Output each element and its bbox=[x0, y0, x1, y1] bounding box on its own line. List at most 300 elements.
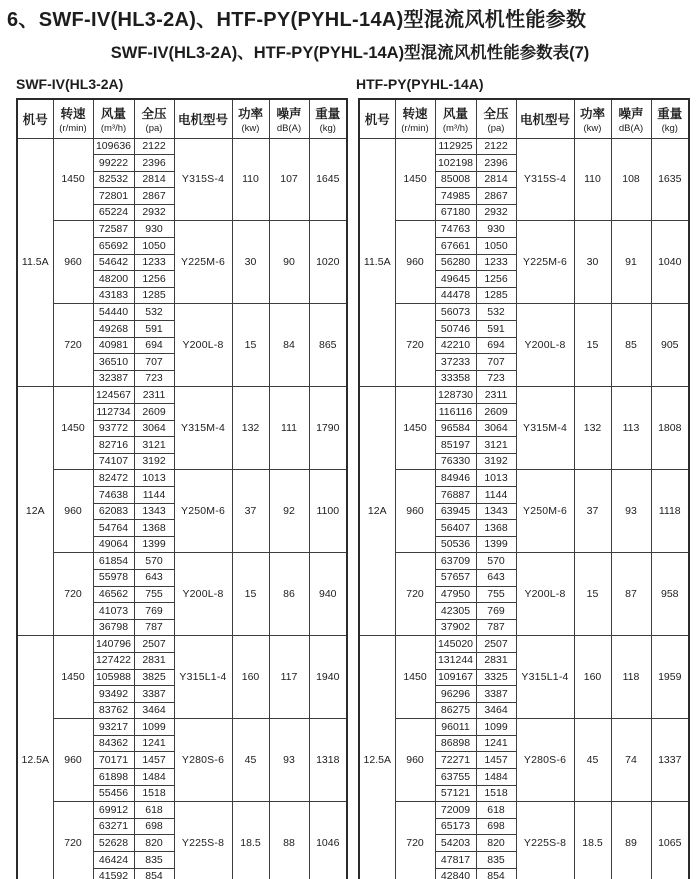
airflow-cell: 93217 bbox=[93, 719, 134, 736]
pressure-cell: 930 bbox=[476, 221, 516, 238]
pressure-cell: 3325 bbox=[476, 669, 516, 686]
motor-model-cell: Y315L1-4 bbox=[174, 636, 232, 719]
col-header-unit: (kg) bbox=[661, 122, 678, 134]
pressure-cell: 1233 bbox=[134, 254, 174, 271]
table-row bbox=[359, 719, 689, 736]
airflow-cell: 109636 bbox=[93, 138, 134, 155]
pressure-cell: 2507 bbox=[134, 636, 174, 653]
pressure-cell: 3387 bbox=[134, 686, 174, 703]
airflow-cell: 131244 bbox=[435, 652, 476, 669]
page-subtitle: SWF-IV(HL3-2A)、HTF-PY(PYHL-14A)型混流风机性能参数表(7) bbox=[110, 44, 590, 62]
airflow-cell: 140796 bbox=[93, 636, 134, 653]
table-row bbox=[359, 387, 689, 404]
col-header-label: 噪声 bbox=[618, 106, 644, 121]
weight-cell: 1645 bbox=[309, 138, 347, 221]
col-header-unit: (r/min) bbox=[59, 122, 87, 134]
col-header-label: 电机型号 bbox=[519, 112, 570, 127]
airflow-cell: 96584 bbox=[435, 420, 476, 437]
motor-model-cell: Y250M-6 bbox=[516, 470, 574, 553]
col-header-speed bbox=[395, 99, 435, 138]
airflow-cell: 84362 bbox=[93, 735, 134, 752]
power-cell: 15 bbox=[232, 304, 269, 387]
noise-cell: 117 bbox=[269, 636, 309, 719]
pressure-cell: 2867 bbox=[134, 188, 174, 205]
htf-table-caption: HTF-PY(PYHL-14A) bbox=[356, 76, 484, 92]
speed-cell: 1450 bbox=[53, 138, 93, 221]
pressure-cell: 1144 bbox=[476, 486, 516, 503]
col-header-airflow bbox=[435, 99, 476, 138]
airflow-cell: 74985 bbox=[435, 188, 476, 205]
power-cell: 30 bbox=[574, 221, 611, 304]
airflow-cell: 86275 bbox=[435, 702, 476, 719]
motor-model-cell: Y315S-4 bbox=[516, 138, 574, 221]
motor-model-cell: Y225M-6 bbox=[174, 221, 232, 304]
pressure-cell: 532 bbox=[134, 304, 174, 321]
weight-cell: 905 bbox=[651, 304, 689, 387]
weight-cell: 1959 bbox=[651, 636, 689, 719]
pressure-cell: 1368 bbox=[134, 520, 174, 537]
weight-cell: 1065 bbox=[651, 802, 689, 879]
col-header-model-no bbox=[17, 99, 53, 138]
table-row bbox=[359, 304, 689, 321]
pressure-cell: 787 bbox=[476, 619, 516, 636]
airflow-cell: 40981 bbox=[93, 337, 134, 354]
airflow-cell: 61898 bbox=[93, 769, 134, 786]
airflow-cell: 54203 bbox=[435, 835, 476, 852]
table-header bbox=[359, 99, 689, 138]
pressure-cell: 1399 bbox=[134, 536, 174, 553]
airflow-cell: 74763 bbox=[435, 221, 476, 238]
noise-cell: 108 bbox=[611, 138, 651, 221]
airflow-cell: 36510 bbox=[93, 354, 134, 371]
speed-cell: 720 bbox=[395, 553, 435, 636]
pressure-cell: 854 bbox=[476, 868, 516, 879]
airflow-cell: 82716 bbox=[93, 437, 134, 454]
power-cell: 45 bbox=[232, 719, 269, 802]
weight-cell: 1040 bbox=[651, 221, 689, 304]
pressure-cell: 1099 bbox=[476, 719, 516, 736]
motor-model-cell: Y315M-4 bbox=[516, 387, 574, 470]
airflow-cell: 49064 bbox=[93, 536, 134, 553]
airflow-cell: 96296 bbox=[435, 686, 476, 703]
airflow-cell: 61854 bbox=[93, 553, 134, 570]
pressure-cell: 1241 bbox=[134, 735, 174, 752]
motor-model-cell: Y200L-8 bbox=[516, 304, 574, 387]
speed-cell: 960 bbox=[395, 221, 435, 304]
noise-cell: 93 bbox=[269, 719, 309, 802]
pressure-cell: 3121 bbox=[476, 437, 516, 454]
motor-model-cell: Y200L-8 bbox=[174, 553, 232, 636]
pressure-cell: 2867 bbox=[476, 188, 516, 205]
airflow-cell: 63271 bbox=[93, 818, 134, 835]
weight-cell: 1808 bbox=[651, 387, 689, 470]
col-header-unit: dB(A) bbox=[618, 122, 644, 134]
power-cell: 18.5 bbox=[574, 802, 611, 879]
motor-model-cell: Y315S-4 bbox=[174, 138, 232, 221]
airflow-cell: 52628 bbox=[93, 835, 134, 852]
col-header-unit: (m³/h) bbox=[442, 122, 469, 134]
motor-model-cell: Y225S-8 bbox=[174, 802, 232, 879]
pressure-cell: 618 bbox=[476, 802, 516, 819]
airflow-cell: 42210 bbox=[435, 337, 476, 354]
col-header-noise bbox=[611, 99, 651, 138]
noise-cell: 92 bbox=[269, 470, 309, 553]
pressure-cell: 755 bbox=[134, 586, 174, 603]
pressure-cell: 1256 bbox=[476, 271, 516, 288]
airflow-cell: 36798 bbox=[93, 619, 134, 636]
airflow-cell: 84946 bbox=[435, 470, 476, 487]
airflow-cell: 85197 bbox=[435, 437, 476, 454]
motor-model-cell: Y250M-6 bbox=[174, 470, 232, 553]
motor-model-cell: Y280S-6 bbox=[516, 719, 574, 802]
pressure-cell: 3464 bbox=[476, 702, 516, 719]
col-header-unit: (kw) bbox=[241, 122, 260, 134]
motor-model-cell: Y315L1-4 bbox=[516, 636, 574, 719]
pressure-cell: 1013 bbox=[134, 470, 174, 487]
model-no-cell: 12A bbox=[17, 387, 53, 636]
col-header-label: 功率 bbox=[579, 106, 605, 121]
airflow-cell: 48200 bbox=[93, 271, 134, 288]
airflow-cell: 105988 bbox=[93, 669, 134, 686]
airflow-cell: 67661 bbox=[435, 238, 476, 255]
pressure-cell: 2932 bbox=[134, 204, 174, 221]
airflow-cell: 32387 bbox=[93, 370, 134, 387]
col-header-unit: dB(A) bbox=[276, 122, 302, 134]
weight-cell: 1790 bbox=[309, 387, 347, 470]
airflow-cell: 54764 bbox=[93, 520, 134, 537]
table-row bbox=[359, 138, 689, 155]
model-no-cell: 12A bbox=[359, 387, 395, 636]
pressure-cell: 2609 bbox=[476, 404, 516, 421]
pressure-cell: 1013 bbox=[476, 470, 516, 487]
col-header-label: 风量 bbox=[442, 106, 468, 121]
pressure-cell: 1050 bbox=[476, 238, 516, 255]
table-row bbox=[17, 719, 347, 736]
pressure-cell: 694 bbox=[134, 337, 174, 354]
power-cell: 15 bbox=[574, 553, 611, 636]
noise-cell: 111 bbox=[269, 387, 309, 470]
airflow-cell: 93772 bbox=[93, 420, 134, 437]
pressure-cell: 3121 bbox=[134, 437, 174, 454]
col-header-model-no bbox=[359, 99, 395, 138]
col-header-label: 噪声 bbox=[276, 106, 302, 121]
noise-cell: 86 bbox=[269, 553, 309, 636]
weight-cell: 1337 bbox=[651, 719, 689, 802]
pressure-cell: 3192 bbox=[134, 453, 174, 470]
col-header-label: 功率 bbox=[237, 106, 263, 121]
col-header-motor-model bbox=[516, 99, 574, 138]
pressure-cell: 2507 bbox=[476, 636, 516, 653]
pressure-cell: 2396 bbox=[134, 155, 174, 172]
speed-cell: 1450 bbox=[395, 387, 435, 470]
pressure-cell: 3064 bbox=[134, 420, 174, 437]
pressure-cell: 835 bbox=[476, 852, 516, 869]
airflow-cell: 63709 bbox=[435, 553, 476, 570]
airflow-cell: 56073 bbox=[435, 304, 476, 321]
airflow-cell: 54642 bbox=[93, 254, 134, 271]
weight-cell: 1046 bbox=[309, 802, 347, 879]
motor-model-cell: Y315M-4 bbox=[174, 387, 232, 470]
power-cell: 132 bbox=[232, 387, 269, 470]
weight-cell: 958 bbox=[651, 553, 689, 636]
swf-table-caption: SWF-IV(HL3-2A) bbox=[16, 76, 124, 92]
weight-cell: 1635 bbox=[651, 138, 689, 221]
col-header-label: 机号 bbox=[364, 112, 390, 127]
table-row bbox=[359, 802, 689, 819]
pressure-cell: 3192 bbox=[476, 453, 516, 470]
motor-model-cell: Y200L-8 bbox=[174, 304, 232, 387]
pressure-cell: 3464 bbox=[134, 702, 174, 719]
motor-model-cell: Y280S-6 bbox=[174, 719, 232, 802]
pressure-cell: 570 bbox=[476, 553, 516, 570]
col-header-label: 重量 bbox=[657, 106, 683, 121]
pressure-cell: 694 bbox=[476, 337, 516, 354]
airflow-cell: 128730 bbox=[435, 387, 476, 404]
airflow-cell: 96011 bbox=[435, 719, 476, 736]
col-header-label: 机号 bbox=[22, 112, 48, 127]
table-row bbox=[359, 221, 689, 238]
airflow-cell: 99222 bbox=[93, 155, 134, 172]
pressure-cell: 698 bbox=[134, 818, 174, 835]
pressure-cell: 930 bbox=[134, 221, 174, 238]
weight-cell: 1020 bbox=[309, 221, 347, 304]
airflow-cell: 63945 bbox=[435, 503, 476, 520]
airflow-cell: 41073 bbox=[93, 603, 134, 620]
power-cell: 160 bbox=[574, 636, 611, 719]
col-header-pressure bbox=[476, 99, 516, 138]
pressure-cell: 1518 bbox=[134, 785, 174, 802]
speed-cell: 720 bbox=[53, 802, 93, 879]
motor-model-cell: Y200L-8 bbox=[516, 553, 574, 636]
pressure-cell: 643 bbox=[476, 569, 516, 586]
model-no-cell: 12.5A bbox=[17, 636, 53, 879]
noise-cell: 113 bbox=[611, 387, 651, 470]
pressure-cell: 1518 bbox=[476, 785, 516, 802]
pressure-cell: 707 bbox=[134, 354, 174, 371]
page-title: 6、SWF-IV(HL3-2A)、HTF-PY(PYHL-14A)型混流风机性能参数 bbox=[7, 9, 587, 31]
pressure-cell: 3825 bbox=[134, 669, 174, 686]
pressure-cell: 2122 bbox=[476, 138, 516, 155]
pressure-cell: 2122 bbox=[134, 138, 174, 155]
pressure-cell: 820 bbox=[134, 835, 174, 852]
speed-cell: 1450 bbox=[53, 636, 93, 719]
airflow-cell: 47950 bbox=[435, 586, 476, 603]
pressure-cell: 769 bbox=[134, 603, 174, 620]
airflow-cell: 82472 bbox=[93, 470, 134, 487]
airflow-cell: 37902 bbox=[435, 619, 476, 636]
table-row bbox=[17, 636, 347, 653]
col-header-weight bbox=[309, 99, 347, 138]
pressure-cell: 643 bbox=[134, 569, 174, 586]
col-header-pressure bbox=[134, 99, 174, 138]
airflow-cell: 85008 bbox=[435, 171, 476, 188]
weight-cell: 940 bbox=[309, 553, 347, 636]
col-header-power bbox=[232, 99, 269, 138]
motor-model-cell: Y225M-6 bbox=[516, 221, 574, 304]
pressure-cell: 2311 bbox=[476, 387, 516, 404]
airflow-cell: 41592 bbox=[93, 868, 134, 879]
table-row bbox=[17, 387, 347, 404]
pressure-cell: 1099 bbox=[134, 719, 174, 736]
airflow-cell: 46562 bbox=[93, 586, 134, 603]
pressure-cell: 820 bbox=[476, 835, 516, 852]
airflow-cell: 55978 bbox=[93, 569, 134, 586]
weight-cell: 1940 bbox=[309, 636, 347, 719]
speed-cell: 720 bbox=[53, 304, 93, 387]
airflow-cell: 74107 bbox=[93, 453, 134, 470]
airflow-cell: 83762 bbox=[93, 702, 134, 719]
table-row bbox=[359, 553, 689, 570]
pressure-cell: 3064 bbox=[476, 420, 516, 437]
pressure-cell: 2831 bbox=[134, 652, 174, 669]
airflow-cell: 56280 bbox=[435, 254, 476, 271]
pressure-cell: 2311 bbox=[134, 387, 174, 404]
airflow-cell: 56407 bbox=[435, 520, 476, 537]
pressure-cell: 1285 bbox=[134, 287, 174, 304]
airflow-cell: 42305 bbox=[435, 603, 476, 620]
table-row bbox=[17, 138, 347, 155]
pressure-cell: 1368 bbox=[476, 520, 516, 537]
noise-cell: 107 bbox=[269, 138, 309, 221]
power-cell: 15 bbox=[232, 553, 269, 636]
noise-cell: 118 bbox=[611, 636, 651, 719]
table-row bbox=[359, 470, 689, 487]
pressure-cell: 2609 bbox=[134, 404, 174, 421]
airflow-cell: 102198 bbox=[435, 155, 476, 172]
col-header-unit: (r/min) bbox=[401, 122, 429, 134]
pressure-cell: 570 bbox=[134, 553, 174, 570]
airflow-cell: 86898 bbox=[435, 735, 476, 752]
airflow-cell: 57657 bbox=[435, 569, 476, 586]
airflow-cell: 72271 bbox=[435, 752, 476, 769]
speed-cell: 720 bbox=[395, 304, 435, 387]
table-row bbox=[17, 304, 347, 321]
airflow-cell: 47817 bbox=[435, 852, 476, 869]
pressure-cell: 1399 bbox=[476, 536, 516, 553]
airflow-cell: 124567 bbox=[93, 387, 134, 404]
airflow-cell: 116116 bbox=[435, 404, 476, 421]
htf-performance-table bbox=[358, 98, 690, 879]
pressure-cell: 723 bbox=[134, 370, 174, 387]
speed-cell: 1450 bbox=[395, 138, 435, 221]
airflow-cell: 112734 bbox=[93, 404, 134, 421]
col-header-unit: (m³/h) bbox=[100, 122, 127, 134]
speed-cell: 720 bbox=[53, 553, 93, 636]
airflow-cell: 57121 bbox=[435, 785, 476, 802]
noise-cell: 87 bbox=[611, 553, 651, 636]
table-row bbox=[359, 636, 689, 653]
noise-cell: 85 bbox=[611, 304, 651, 387]
pressure-cell: 769 bbox=[476, 603, 516, 620]
model-no-cell: 11.5A bbox=[17, 138, 53, 387]
airflow-cell: 109167 bbox=[435, 669, 476, 686]
airflow-cell: 49645 bbox=[435, 271, 476, 288]
pressure-cell: 755 bbox=[476, 586, 516, 603]
pressure-cell: 618 bbox=[134, 802, 174, 819]
power-cell: 132 bbox=[574, 387, 611, 470]
pressure-cell: 707 bbox=[476, 354, 516, 371]
airflow-cell: 65173 bbox=[435, 818, 476, 835]
power-cell: 37 bbox=[574, 470, 611, 553]
pressure-cell: 698 bbox=[476, 818, 516, 835]
power-cell: 160 bbox=[232, 636, 269, 719]
pressure-cell: 1457 bbox=[476, 752, 516, 769]
pressure-cell: 1484 bbox=[476, 769, 516, 786]
noise-cell: 88 bbox=[269, 802, 309, 879]
airflow-cell: 33358 bbox=[435, 370, 476, 387]
pressure-cell: 1343 bbox=[476, 503, 516, 520]
airflow-cell: 69912 bbox=[93, 802, 134, 819]
pressure-cell: 1256 bbox=[134, 271, 174, 288]
airflow-cell: 62083 bbox=[93, 503, 134, 520]
speed-cell: 720 bbox=[395, 802, 435, 879]
pressure-cell: 835 bbox=[134, 852, 174, 869]
table-row bbox=[17, 802, 347, 819]
airflow-cell: 49268 bbox=[93, 321, 134, 338]
noise-cell: 90 bbox=[269, 221, 309, 304]
airflow-cell: 55456 bbox=[93, 785, 134, 802]
speed-cell: 960 bbox=[53, 470, 93, 553]
airflow-cell: 50746 bbox=[435, 321, 476, 338]
airflow-cell: 37233 bbox=[435, 354, 476, 371]
airflow-cell: 82532 bbox=[93, 171, 134, 188]
power-cell: 45 bbox=[574, 719, 611, 802]
airflow-cell: 76887 bbox=[435, 486, 476, 503]
speed-cell: 1450 bbox=[395, 636, 435, 719]
airflow-cell: 50536 bbox=[435, 536, 476, 553]
power-cell: 110 bbox=[232, 138, 269, 221]
speed-cell: 960 bbox=[53, 221, 93, 304]
pressure-cell: 1343 bbox=[134, 503, 174, 520]
airflow-cell: 42840 bbox=[435, 868, 476, 879]
table-row bbox=[17, 553, 347, 570]
model-no-cell: 11.5A bbox=[359, 138, 395, 387]
motor-model-cell: Y225S-8 bbox=[516, 802, 574, 879]
airflow-cell: 44478 bbox=[435, 287, 476, 304]
weight-cell: 1118 bbox=[651, 470, 689, 553]
airflow-cell: 43183 bbox=[93, 287, 134, 304]
pressure-cell: 1233 bbox=[476, 254, 516, 271]
pressure-cell: 1241 bbox=[476, 735, 516, 752]
airflow-cell: 76330 bbox=[435, 453, 476, 470]
power-cell: 37 bbox=[232, 470, 269, 553]
col-header-power bbox=[574, 99, 611, 138]
pressure-cell: 1050 bbox=[134, 238, 174, 255]
pressure-cell: 723 bbox=[476, 370, 516, 387]
airflow-cell: 145020 bbox=[435, 636, 476, 653]
noise-cell: 89 bbox=[611, 802, 651, 879]
col-header-unit: (kw) bbox=[583, 122, 602, 134]
pressure-cell: 1484 bbox=[134, 769, 174, 786]
airflow-cell: 54440 bbox=[93, 304, 134, 321]
table-captions-row bbox=[16, 76, 700, 92]
swf-performance-table bbox=[16, 98, 348, 879]
noise-cell: 91 bbox=[611, 221, 651, 304]
col-header-label: 电机型号 bbox=[177, 112, 228, 127]
col-header-label: 转速 bbox=[60, 106, 86, 121]
col-header-label: 风量 bbox=[100, 106, 126, 121]
power-cell: 110 bbox=[574, 138, 611, 221]
pressure-cell: 1457 bbox=[134, 752, 174, 769]
pressure-cell: 2932 bbox=[476, 204, 516, 221]
pressure-cell: 1285 bbox=[476, 287, 516, 304]
noise-cell: 93 bbox=[611, 470, 651, 553]
pressure-cell: 532 bbox=[476, 304, 516, 321]
airflow-cell: 46424 bbox=[93, 852, 134, 869]
pressure-cell: 591 bbox=[476, 321, 516, 338]
pressure-cell: 854 bbox=[134, 868, 174, 879]
pressure-cell: 3387 bbox=[476, 686, 516, 703]
